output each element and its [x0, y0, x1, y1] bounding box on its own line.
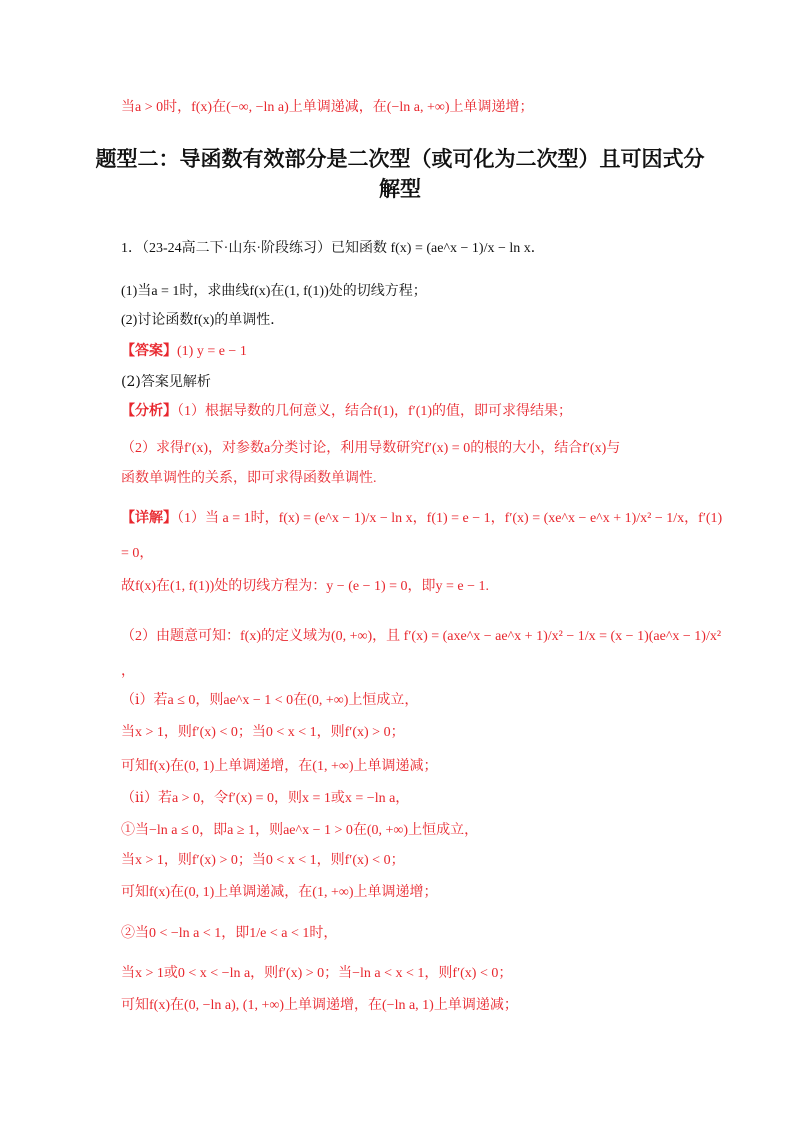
case-i-line-3: 可知f(x)在(0, 1)上单调递增，在(1, +∞)上单调递减； — [121, 759, 438, 774]
detail-domain-line-tail: ， — [121, 663, 135, 679]
question-stem: 1．（23-24高二下·山东·阶段练习）已知函数 f(x) = (ae^x − 1)/x − ln x． — [121, 241, 545, 256]
case-ii-sub2-line-3: 可知f(x)在(0, −ln a), (1, +∞)上单调递增，在(−ln a, 1)上单调递减； — [121, 998, 518, 1013]
analysis-line-3: 函数单调性的关系，即可求得函数单调性. — [121, 471, 377, 486]
analysis-tag: 【分析】 — [121, 404, 177, 419]
prev-conclusion-line: 当a > 0时，f(x)在(−∞, −ln a)上单调递减，在(−ln a, +∞)上单调递增； — [121, 100, 534, 115]
case-ii-line-1: （ⅱ）若a > 0，令f′(x) = 0，则x = 1或x = −ln a， — [121, 791, 410, 806]
detail-domain-line: （2）由题意可知：f(x)的定义域为(0, +∞)，且 f′(x) = (axe^x − ae^x + 1)/x² − 1/x = (x − 1)(ae^x − 1)/x² — [121, 629, 722, 644]
case-ii-sub2-line-2: 当x > 1或0 < x < −ln a，则f′(x) > 0；当−ln a < x < 1，则f′(x) < 0； — [121, 966, 513, 981]
case-ii-sub1-line-1: ①当−ln a ≤ 0，即a ≥ 1，则ae^x − 1 > 0在(0, +∞)上恒成立， — [121, 823, 479, 838]
section-title-line2: 解型 — [379, 177, 421, 201]
detail-line-1b: = 0， — [121, 546, 154, 561]
answer-value: (1) y = e − 1 — [177, 344, 247, 359]
case-i-line-1: （ⅰ）若a ≤ 0，则ae^x − 1 < 0在(0, +∞)上恒成立， — [121, 693, 419, 708]
detail-tag: 【详解】 — [121, 511, 177, 526]
answer-line — [121, 343, 247, 361]
detail-tangent-line: 故f(x)在(1, f(1))处的切线方程为：y − (e − 1) = 0，即y = e − 1. — [121, 579, 490, 594]
detail-line-1: 【详解】（1）当 a = 1时，f(x) = (e^x − 1)/x − ln x，f(1) = e − 1，f′(x) = (xe^x − e^x + 1)/x² − 1/x，f′(1) — [121, 511, 723, 526]
analysis-line-2: （2）求得f′(x)，对参数a分类讨论，利用导数研究f′(x) = 0的根的大小，结合f′(x)与 — [121, 441, 621, 456]
section-title-line1: 题型二：导函数有效部分是二次型（或可化为二次型）且可因式分 — [95, 147, 705, 171]
case-i-line-2: 当x > 1，则f′(x) < 0；当0 < x < 1，则f′(x) > 0； — [121, 725, 405, 740]
case-ii-sub2-line-1: ②当0 < −ln a < 1，即1/e < a < 1时， — [121, 926, 338, 941]
answer-part-2: (2)答案见解析 — [121, 374, 211, 390]
case-ii-sub1-line-3: 可知f(x)在(0, 1)上单调递减，在(1, +∞)上单调递增； — [121, 885, 438, 900]
question-part-1: (1)当a = 1时，求曲线f(x)在(1, f(1))处的切线方程； — [121, 284, 427, 299]
answer-tag: 【答案】 — [121, 344, 177, 359]
question-part-2: (2)讨论函数f(x)的单调性． — [121, 313, 285, 328]
case-ii-sub1-line-2: 当x > 1，则f′(x) > 0；当0 < x < 1，则f′(x) < 0； — [121, 853, 405, 868]
analysis-line-1: 【分析】（1）根据导数的几何意义，结合f(1)，f′(1)的值，即可求得结果； — [121, 404, 573, 419]
